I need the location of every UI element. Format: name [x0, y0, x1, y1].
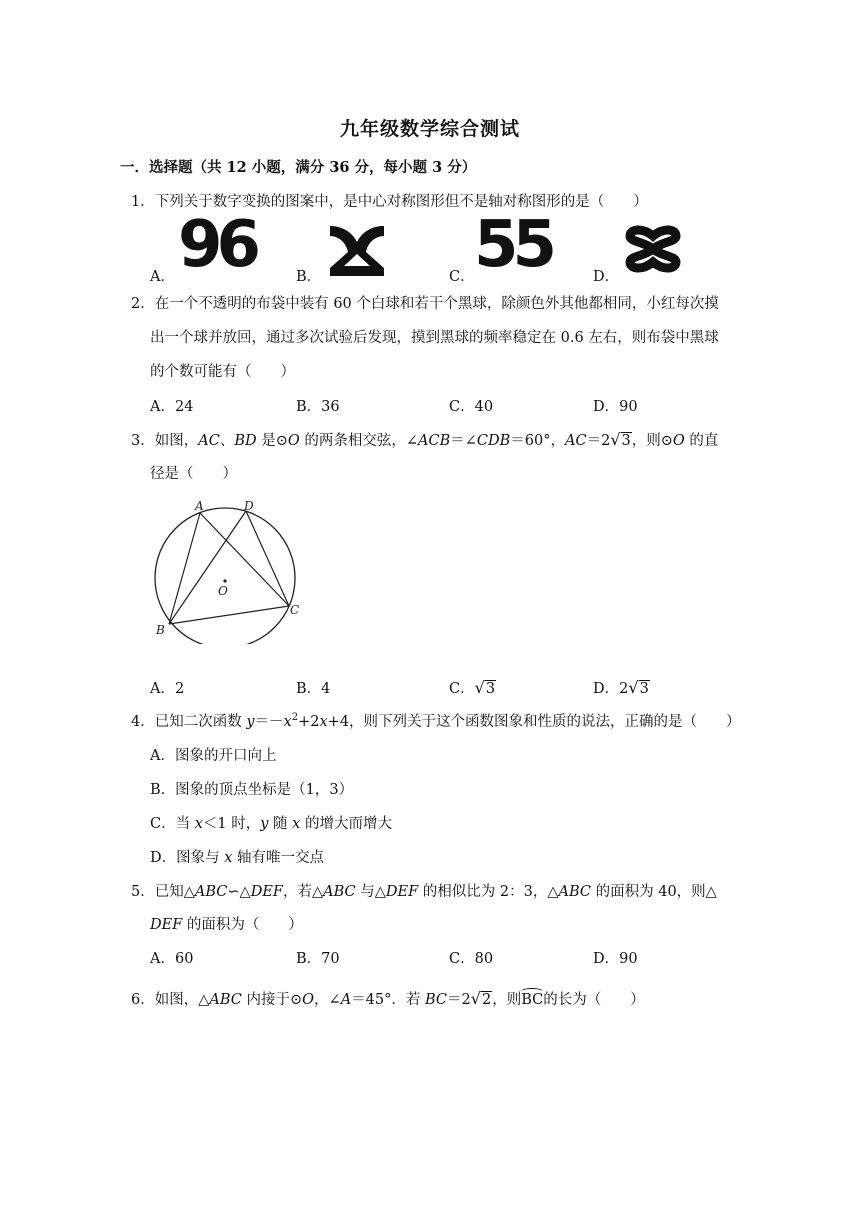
- point-label-b: B: [156, 623, 165, 637]
- q1-option-b-label: B．: [296, 269, 322, 285]
- point-label-c: C: [290, 603, 300, 617]
- q4-option-a: A．图象的开口向上: [150, 748, 277, 764]
- question-6-stem: 6．如图，△ABC 内接于⊙O，∠A＝45°．若 BC＝2√2，则 BC的长为（ ）: [131, 989, 645, 1008]
- q5-option-a: A．60: [150, 951, 194, 967]
- page-title: 九年级数学综合测试: [339, 118, 520, 140]
- question-2-line-1: 2．在一个不透明的布袋中装有 60 个白球和若干个黑球，除颜色外其他都相同，小红每次摸: [131, 296, 719, 312]
- q3-circle-figure: [148, 496, 308, 648]
- q1-option-a-figure: 96: [178, 208, 256, 282]
- q2-option-b: B．36: [296, 399, 340, 415]
- q3-option-c: C．√3: [449, 678, 496, 697]
- question-4-stem: 4．已知二次函数 $y=-x^2+2x+4$，则下列关于这个函数图象和性质的说法，正确的是（ ）: [131, 712, 741, 730]
- q2-option-d: D．90: [593, 399, 638, 415]
- q4-option-d: D．图象与 x 轴有唯一交点: [150, 850, 325, 866]
- q1-option-c-figure: 55: [474, 208, 552, 282]
- q1-option-d-figure: [620, 222, 686, 280]
- q5-option-b: B．70: [296, 951, 340, 967]
- q3-option-a: A．2: [150, 681, 185, 697]
- question-3-line-1: 3．如图，AC、BD 是⊙O 的两条相交弦，∠ACB＝∠CDB＝60°，AC＝2√3，则⊙O 的直: [131, 430, 719, 449]
- point-label-d: D: [244, 499, 254, 513]
- question-1-stem: 1．下列关于数字变换的图案中，是中心对称图形但不是轴对称图形的是（ ）: [131, 194, 648, 210]
- q2-option-a: A．24: [150, 399, 194, 415]
- q1-option-a-label: A．: [150, 269, 175, 285]
- question-5-line-1: 5．已知△ABC∽△DEF，若△ABC 与△DEF 的相似比为 2：3，△ABC 的面积为 40，则△: [131, 884, 717, 900]
- q5-option-c: C．80: [449, 951, 494, 967]
- q3-option-d: D．2√3: [593, 678, 649, 697]
- q1-option-b-figure: [324, 222, 390, 282]
- question-2-line-2: 出一个球并放回，通过多次试验后发现，摸到黑球的频率稳定在 0.6 左右，则布袋中黑球: [150, 330, 719, 346]
- q1-option-d-label: D．: [593, 269, 620, 285]
- q4-option-b: B．图象的顶点坐标是（1，3）: [150, 782, 354, 798]
- q5-option-d: D．90: [593, 951, 638, 967]
- q1-option-c-label: C．: [449, 269, 475, 285]
- question-5-line-2: DEF 的面积为（ ）: [150, 917, 303, 933]
- sqrt-symbol: √3: [610, 430, 631, 449]
- q4-option-c: C．当 x＜1 时，y 随 x 的增大而增大: [150, 816, 392, 832]
- q2-option-c: C．40: [449, 399, 494, 415]
- section-heading: 一．选择题（共 12 小题，满分 36 分，每小题 3 分）: [120, 159, 477, 176]
- arc-notation: BC: [521, 992, 543, 1008]
- question-2-line-3: 的个数可能有（ ）: [150, 364, 295, 380]
- point-label-a: A: [195, 499, 204, 513]
- point-label-o: O: [218, 584, 228, 598]
- q3-option-b: B．4: [296, 681, 331, 697]
- question-3-line-2: 径是（ ）: [150, 466, 237, 482]
